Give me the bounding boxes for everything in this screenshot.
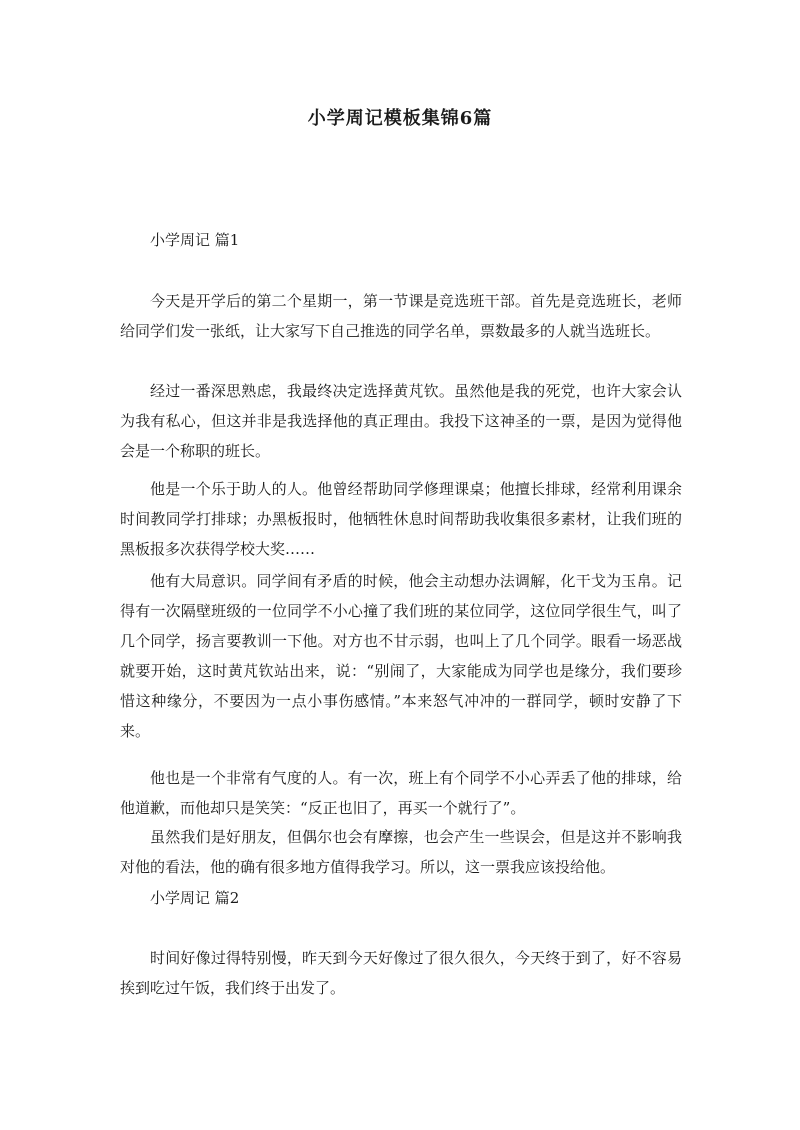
- paragraph: 他有大局意识。同学间有矛盾的时候，他会主动想办法调解，化干戈为玉帛。记得有一次隔壁班级的一位同学不小心撞了我们班的某位同学，这位同学很生气，叫了几个同学，扬言要教训一下他。对方也不甘示弱，也叫上了几个同学。眼看一场恶战就要开始，这时黄芃钦站出来，说：“别闹了，大家能成为同学也是缘分，我们要珍惜这种缘分，不要因为一点小事伤感情。”本来怒气冲冲的一群同学，顿时安静了下来。: [120, 572, 682, 740]
- paragraph: 他也是一个非常有气度的人。有一次，班上有个同学不小心弄丢了他的排球，给他道歉，而他却只是笑笑：“反正也旧了，再买一个就行了”。: [120, 769, 682, 817]
- paragraph: 时间好像过得特别慢，昨天到今天好像过了很久很久，今天终于到了，好不容易挨到吃过午饭，我们终于出发了。: [120, 949, 682, 997]
- section-heading-1: 小学周记 篇1: [150, 231, 240, 249]
- section-heading-2: 小学周记 篇2: [150, 889, 240, 907]
- paragraph: 今天是开学后的第二个星期一，第一节课是竞选班干部。首先是竞选班长，老师给同学们发一张纸，让大家写下自己推选的同学名单，票数最多的人就当选班长。: [120, 292, 682, 340]
- paragraph: 经过一番深思熟虑，我最终决定选择黄芃钦。虽然他是我的死党，也许大家会认为我有私心，但这并非是我选择他的真正理由。我投下这神圣的一票，是因为觉得他会是一个称职的班长。: [120, 382, 682, 460]
- paragraph: 虽然我们是好朋友，但偶尔也会有摩擦，也会产生一些误会，但是这并不影响我对他的看法，他的确有很多地方值得我学习。所以，这一票我应该投给他。: [120, 828, 682, 876]
- document-title: 小学周记模板集锦6篇: [307, 108, 493, 129]
- paragraph: 他是一个乐于助人的人。他曾经帮助同学修理课桌；他擅长排球，经常利用课余时间教同学打排球；办黑板报时，他牺牲休息时间帮助我收集很多素材，让我们班的黑板报多次获得学校大奖……: [120, 480, 682, 558]
